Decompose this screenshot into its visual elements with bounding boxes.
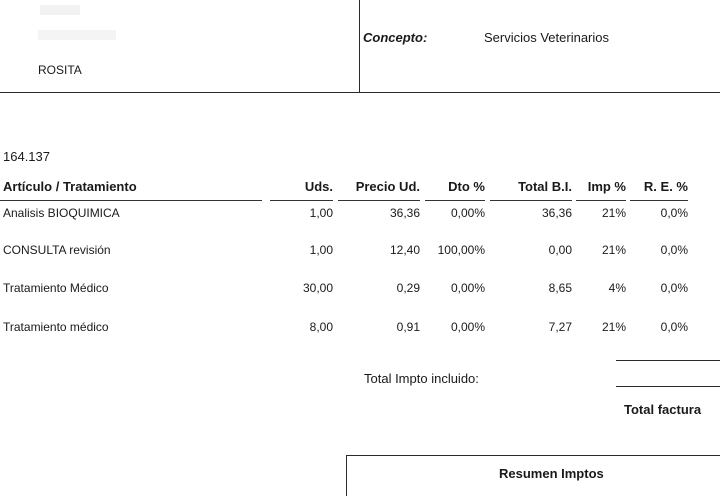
header-underline: [490, 200, 572, 201]
cell-total-bi: 7,27: [548, 320, 572, 334]
concepto-value: Servicios Veterinarios: [484, 30, 609, 45]
client-name: ROSITA: [38, 63, 82, 77]
cell-uds: 8,00: [309, 320, 333, 334]
cell-re: 0,0%: [660, 206, 688, 220]
cell-imp: 4%: [608, 281, 626, 295]
header-underline: [425, 200, 485, 201]
cell-uds: 1,00: [309, 243, 333, 257]
col-header-dto: Dto %: [448, 179, 485, 194]
cell-dto: 100,00%: [437, 243, 485, 257]
cell-imp: 21%: [601, 243, 626, 257]
resumen-imptos-title: Resumen Imptos: [499, 466, 604, 481]
cell-precio: 36,36: [389, 206, 420, 220]
col-header-total-bi: Total B.I.: [518, 179, 572, 194]
resumen-imptos-box: [346, 455, 720, 496]
header-bottom-border: [0, 92, 720, 93]
cell-re: 0,0%: [660, 243, 688, 257]
header-underline: [576, 200, 626, 201]
cell-total-bi: 36,36: [541, 206, 572, 220]
cell-precio: 0,29: [396, 281, 420, 295]
col-header-articulo: Artículo / Tratamiento: [3, 179, 137, 194]
faded-text-smudge: [40, 5, 80, 15]
faded-text-smudge: [38, 30, 116, 40]
header-divider: [359, 0, 360, 92]
concepto-label: Concepto:: [363, 30, 428, 45]
cell-uds: 1,00: [309, 206, 333, 220]
cell-imp: 21%: [601, 320, 626, 334]
cell-precio: 12,40: [389, 243, 420, 257]
cell-dto: 0,00%: [450, 320, 485, 334]
cell-total-bi: 0,00: [548, 243, 572, 257]
col-header-precio: Precio Ud.: [355, 179, 420, 194]
cell-precio: 0,91: [396, 320, 420, 334]
cell-articulo: Tratamiento Médico: [3, 281, 109, 295]
cell-total-bi: 8,65: [548, 281, 572, 295]
total-impto-line: [616, 360, 720, 361]
cell-dto: 0,00%: [450, 206, 485, 220]
header-underline: [338, 200, 420, 201]
cell-articulo: Analisis BIOQUIMICA: [3, 206, 120, 220]
cell-re: 0,0%: [660, 281, 688, 295]
total-impto-label: Total Impto incluido:: [364, 371, 479, 386]
col-header-uds: Uds.: [304, 179, 333, 194]
cell-re: 0,0%: [660, 320, 688, 334]
invoice-id: 164.137: [3, 149, 50, 164]
col-header-re: R. E. %: [643, 179, 688, 194]
cell-dto: 0,00%: [450, 281, 485, 295]
cell-imp: 21%: [601, 206, 626, 220]
total-factura-label: Total factura: [624, 402, 702, 417]
cell-articulo: Tratamiento médico: [3, 320, 109, 334]
cell-uds: 30,00: [302, 281, 333, 295]
col-header-imp: Imp %: [587, 179, 626, 194]
cell-articulo: CONSULTA revisión: [3, 243, 111, 257]
header-underline: [270, 200, 333, 201]
total-impto-value-line: [616, 386, 720, 387]
header-underline: [630, 200, 688, 201]
header-underline: [0, 200, 262, 201]
